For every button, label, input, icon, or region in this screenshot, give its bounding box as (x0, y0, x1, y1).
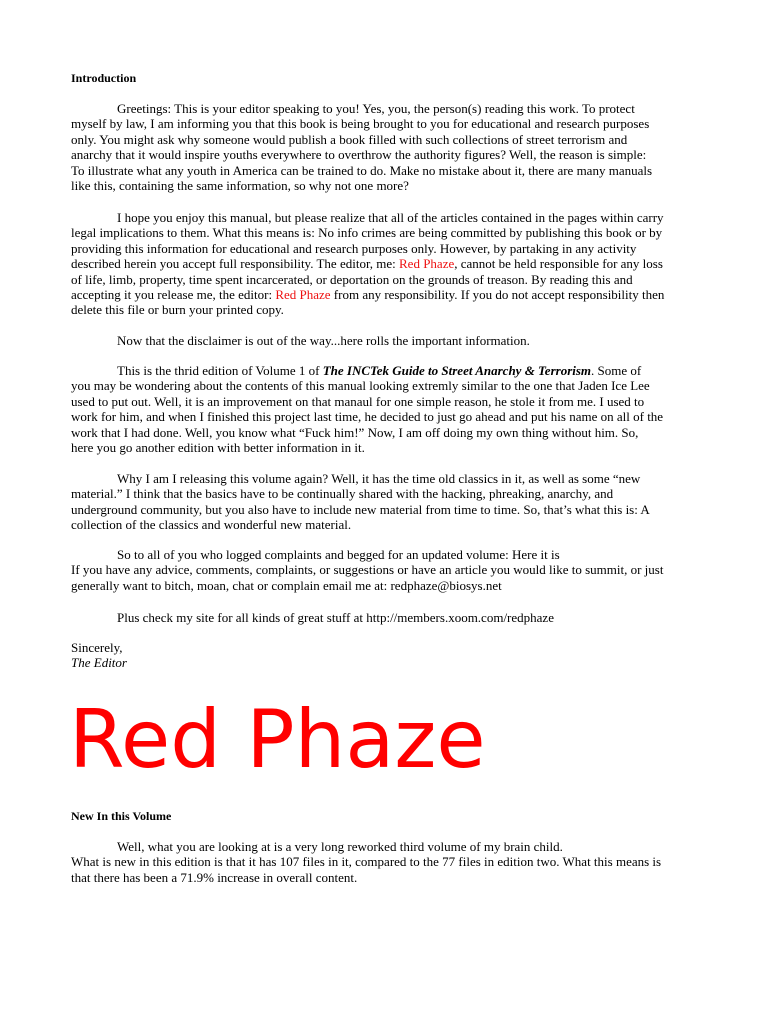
text-line: myself by law, I am informing you that this book is being brought to you for educational and research purposes (71, 116, 650, 132)
book-title: The INCTek Guide to Street Anarchy & Terrorism (322, 363, 592, 378)
paragraph-new-volume (71, 839, 697, 885)
editor-name-red: Red Phaze (399, 256, 455, 272)
text-line: work that I had done. Well, you know what “Fuck him!” Now, I am off doing my own thing without him. So, (71, 424, 639, 440)
red-phaze-signature: Red Phaze (69, 693, 486, 786)
text-line: I hope you enjoy this manual, but please realize that all of the articles contained in the pages within carry (117, 210, 664, 225)
text-line: What is new in this edition is that it has 107 files in it, compared to the 77 files in edition two. What this means is (71, 854, 662, 870)
closing-block (71, 640, 697, 671)
text-line: you may be wondering about the contents of this manual looking extremly similar to the one that Jaden Ice Lee (71, 378, 650, 394)
paragraph-disclaimer (71, 210, 697, 318)
text-line: Why I am I releasing this volume again? Well, it has the time old classics in it, as well as some “new (117, 471, 641, 486)
introduction-heading: Introduction (71, 71, 137, 85)
new-volume-heading: New In this Volume (71, 809, 172, 823)
text-line: providing this information for educational and research purposes only. However, by partaking in any activity (71, 240, 637, 256)
paragraph-why-release (71, 471, 697, 533)
text-line: described herein you accept full responsibility. The editor, me: Red Phaze, cannot be held responsible for any loss (71, 256, 663, 272)
text-line: This is the thrid edition of Volume 1 of The INCTek Guide to Street Anarchy & Terrorism. Some of (117, 363, 642, 378)
text-line: here you go another edition with better information in it. (71, 440, 365, 456)
text-line: underground community, but you also have to include new material from time to time. So, that’s what this is: A (71, 501, 650, 517)
paragraph-website (71, 610, 697, 625)
editor-name-red: Red Phaze (275, 287, 331, 303)
text-line: Plus check my site for all kinds of great stuff at http://members.xoom.com/redphaze (117, 610, 554, 625)
text-line: legal implications to them. What this means is: No info crimes are being committed by publishing this book or by (71, 225, 663, 241)
text-line: used to put out. Well, it is an improvement on that manaul for one simple reason, he stole it from me. I used to (71, 393, 645, 409)
closing-text: Sincerely, (71, 640, 123, 655)
text-line: anarchy that it would inspire youths everywhere to overthrow the authority figures? Well, the reason is simple: (71, 147, 647, 163)
text-line: delete this file or burn your printed copy. (71, 302, 284, 318)
paragraph-greetings (71, 101, 697, 193)
text-line: material.” I think that the basics have to be continually shared with the hacking, phreaking, anarchy, and (71, 486, 614, 502)
text-line: Well, what you are looking at is a very long reworked third volume of my brain child. (117, 839, 563, 854)
text-line: So to all of you who logged complaints and begged for an updated volume: Here it is (117, 547, 560, 562)
text-line: Greetings: This is your editor speaking to you! Yes, you, the person(s) reading this work. To protect (117, 101, 635, 116)
paragraph-edition (71, 363, 697, 455)
paragraph-contact (71, 547, 697, 593)
text-line: of life, limb, property, time spent incarcerated, or deportation on the grounds of treason. By reading this and (71, 271, 633, 287)
text-line: generally want to bitch, moan, chat or complain email me at: redphaze@biosys.net (71, 577, 502, 593)
text-line: like this, containing the same information, so why not one more? (71, 178, 409, 194)
text-line: If you have any advice, comments, complaints, or suggestions or have an article you would like to summit, or just (71, 562, 664, 578)
editor-label: The Editor (71, 655, 127, 671)
text-line: work for him, and when I finished this project last time, he decided to just go ahead and put his name on all of the (71, 409, 664, 425)
text-line: Now that the disclaimer is out of the way...here rolls the important information. (117, 333, 530, 348)
text-line: only. You might ask why someone would publish a book filled with such collections of street terrorism and (71, 131, 628, 147)
text-line: collection of the classics and wonderful new material. (71, 517, 352, 533)
text-line: To illustrate what any youth in America can be trained to do. Make no mistake about it, there are many manuals (71, 162, 653, 178)
paragraph-transition (71, 333, 697, 348)
text-line: that there has been a 71.9% increase in overall content. (71, 869, 358, 885)
text-line: accepting it you release me, the editor: Red Phaze from any responsibility. If you do not accept responsibility then (71, 287, 665, 303)
